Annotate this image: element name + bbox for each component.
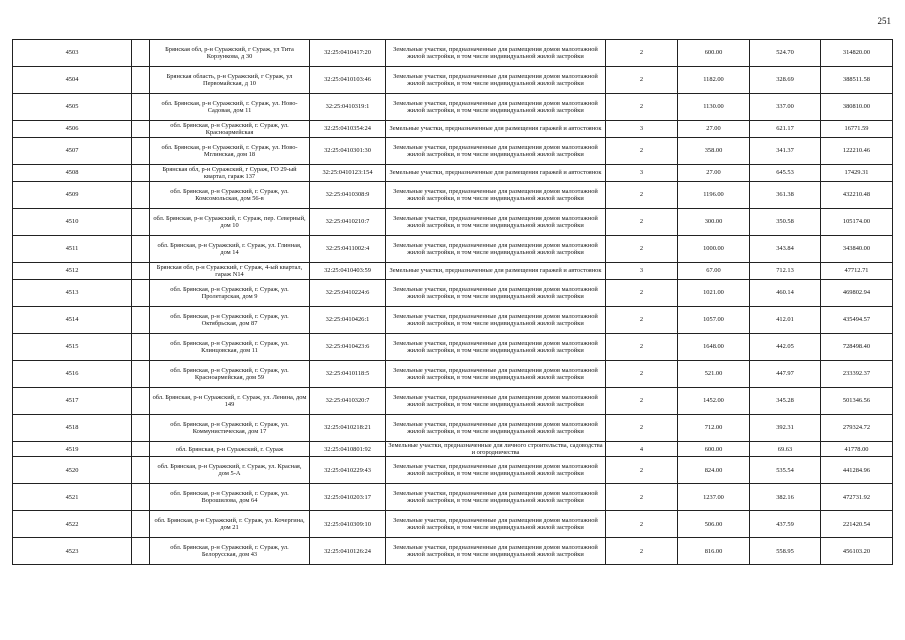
area-cell: 521.00 xyxy=(678,361,750,388)
table-row xyxy=(13,457,893,484)
cadastral-value-cell: 441284.96 xyxy=(821,457,893,484)
page-number: 251 xyxy=(877,16,891,26)
specific-value-cell: 442.05 xyxy=(750,334,821,361)
land-use-purpose-cell: Земельные участки, предназначенные для размещения гаражей и автостоянок xyxy=(386,121,606,138)
table-row xyxy=(13,442,893,457)
group-cell: 2 xyxy=(606,415,678,442)
cadastral-value-cell: 41778.00 xyxy=(821,442,893,457)
address-cell: Брянская обл, р-н Суражский, г Сураж, 4-ый квартал, гараж N14 xyxy=(150,263,310,280)
land-use-purpose-cell: Земельные участки, предназначенные для размещения домов малоэтажной жилой застройки, в том числе индивидуальной жилой застройки xyxy=(386,40,606,67)
table-row xyxy=(13,538,893,565)
area-cell: 1130.00 xyxy=(678,94,750,121)
group-cell: 2 xyxy=(606,538,678,565)
row-number-cell: 4510 xyxy=(13,209,132,236)
specific-value-cell: 460.14 xyxy=(750,280,821,307)
address-cell: обл. Брянская, р-н Суражский, г. Сураж, ул. Коммунистическая, дом 17 xyxy=(150,415,310,442)
address-cell: обл. Брянская, р-н Суражский, г. Сураж, ул. Красная, дом 5-А xyxy=(150,457,310,484)
group-cell: 2 xyxy=(606,307,678,334)
group-cell: 2 xyxy=(606,138,678,165)
area-cell: 1237.00 xyxy=(678,484,750,511)
row-number-cell: 4511 xyxy=(13,236,132,263)
cadastral-value-cell: 314820.00 xyxy=(821,40,893,67)
row-number-cell: 4517 xyxy=(13,388,132,415)
address-cell: обл. Брянская, р-н Суражский, г. Сураж, ул. Октябрьская, дом 87 xyxy=(150,307,310,334)
blank-cell xyxy=(132,209,150,236)
group-cell: 2 xyxy=(606,67,678,94)
address-cell: Брянская обл, р-н Суражский, г Сураж, ул Тита Корзункова, д 30 xyxy=(150,40,310,67)
cadastral-value-cell: 47712.71 xyxy=(821,263,893,280)
cadastral-value-cell: 432210.48 xyxy=(821,182,893,209)
address-cell: обл. Брянская, р-н Суражский, г. Сураж, ул. Пролетарская, дом 9 xyxy=(150,280,310,307)
area-cell: 27.00 xyxy=(678,121,750,138)
cadastral-number-cell: 32:25:0410319:1 xyxy=(310,94,386,121)
blank-cell xyxy=(132,165,150,182)
address-cell: обл. Брянская, р-н Суражский, г. Сураж, пер. Северный, дом 10 xyxy=(150,209,310,236)
land-use-purpose-cell: Земельные участки, предназначенные для размещения домов малоэтажной жилой застройки, в том числе индивидуальной жилой застройки xyxy=(386,182,606,209)
group-cell: 3 xyxy=(606,165,678,182)
cadastral-number-cell: 32:25:0410426:1 xyxy=(310,307,386,334)
area-cell: 600.00 xyxy=(678,442,750,457)
row-number-cell: 4512 xyxy=(13,263,132,280)
row-number-cell: 4506 xyxy=(13,121,132,138)
land-use-purpose-cell: Земельные участки, предназначенные для размещения домов малоэтажной жилой застройки, в том числе индивидуальной жилой застройки xyxy=(386,209,606,236)
table-row xyxy=(13,415,893,442)
area-cell: 600.00 xyxy=(678,40,750,67)
area-cell: 27.00 xyxy=(678,165,750,182)
land-use-purpose-cell: Земельные участки, предназначенные для размещения домов малоэтажной жилой застройки, в том числе индивидуальной жилой застройки xyxy=(386,67,606,94)
group-cell: 2 xyxy=(606,484,678,511)
row-number-cell: 4509 xyxy=(13,182,132,209)
row-number-cell: 4516 xyxy=(13,361,132,388)
land-use-purpose-cell: Земельные участки, предназначенные для размещения домов малоэтажной жилой застройки, в том числе индивидуальной жилой застройки xyxy=(386,484,606,511)
table-row xyxy=(13,209,893,236)
land-use-purpose-cell: Земельные участки, предназначенные для размещения домов малоэтажной жилой застройки, в том числе индивидуальной жилой застройки xyxy=(386,138,606,165)
land-use-purpose-cell: Земельные участки, предназначенные для размещения домов малоэтажной жилой застройки, в том числе индивидуальной жилой застройки xyxy=(386,457,606,484)
table-row xyxy=(13,236,893,263)
specific-value-cell: 69.63 xyxy=(750,442,821,457)
cadastral-number-cell: 32:25:0410320:7 xyxy=(310,388,386,415)
cadastral-value-cell: 279324.72 xyxy=(821,415,893,442)
cadastral-value-cell: 17429.31 xyxy=(821,165,893,182)
address-cell: обл. Брянская, р-н Суражский, г. Сураж, ул. Клинцовская, дом 11 xyxy=(150,334,310,361)
blank-cell xyxy=(132,307,150,334)
specific-value-cell: 621.17 xyxy=(750,121,821,138)
land-use-purpose-cell: Земельные участки, предназначенные для личного строительства, садоводства и огородничества xyxy=(386,442,606,457)
address-cell: обл. Брянская, р-н Суражский, г. Сураж, ул. Глинная, дом 14 xyxy=(150,236,310,263)
blank-cell xyxy=(132,388,150,415)
specific-value-cell: 328.69 xyxy=(750,67,821,94)
specific-value-cell: 437.59 xyxy=(750,511,821,538)
cadastral-number-cell: 32:25:0410417:20 xyxy=(310,40,386,67)
blank-cell xyxy=(132,263,150,280)
land-use-purpose-cell: Земельные участки, предназначенные для размещения домов малоэтажной жилой застройки, в том числе индивидуальной жилой застройки xyxy=(386,415,606,442)
table-row xyxy=(13,307,893,334)
row-number-cell: 4505 xyxy=(13,94,132,121)
row-number-cell: 4518 xyxy=(13,415,132,442)
address-cell: обл. Брянская, р-н Суражский, г. Сураж, ул. Ново-Мглинская, дом 18 xyxy=(150,138,310,165)
address-cell: обл. Брянская, р-н Суражский, г. Сураж, ул. Комсомольская, дом 56-в xyxy=(150,182,310,209)
row-number-cell: 4513 xyxy=(13,280,132,307)
area-cell: 1196.00 xyxy=(678,182,750,209)
land-use-purpose-cell: Земельные участки, предназначенные для размещения домов малоэтажной жилой застройки, в том числе индивидуальной жилой застройки xyxy=(386,307,606,334)
specific-value-cell: 447.97 xyxy=(750,361,821,388)
land-use-purpose-cell: Земельные участки, предназначенные для размещения гаражей и автостоянок xyxy=(386,165,606,182)
table-row xyxy=(13,388,893,415)
specific-value-cell: 558.95 xyxy=(750,538,821,565)
cadastral-value-cell: 469802.94 xyxy=(821,280,893,307)
blank-cell xyxy=(132,280,150,307)
group-cell: 3 xyxy=(606,263,678,280)
row-number-cell: 4520 xyxy=(13,457,132,484)
blank-cell xyxy=(132,415,150,442)
blank-cell xyxy=(132,94,150,121)
specific-value-cell: 350.58 xyxy=(750,209,821,236)
cadastral-value-cell: 343840.00 xyxy=(821,236,893,263)
table-row xyxy=(13,165,893,182)
area-cell: 1452.00 xyxy=(678,388,750,415)
land-use-purpose-cell: Земельные участки, предназначенные для размещения домов малоэтажной жилой застройки, в том числе индивидуальной жилой застройки xyxy=(386,511,606,538)
table-row xyxy=(13,263,893,280)
cadastral-number-cell: 32:25:0410229:43 xyxy=(310,457,386,484)
cadastral-number-cell: 32:25:0410218:21 xyxy=(310,415,386,442)
group-cell: 2 xyxy=(606,457,678,484)
table-row xyxy=(13,182,893,209)
cadastral-value-cell: 122210.46 xyxy=(821,138,893,165)
row-number-cell: 4507 xyxy=(13,138,132,165)
blank-cell xyxy=(132,67,150,94)
land-use-purpose-cell: Земельные участки, предназначенные для размещения гаражей и автостоянок xyxy=(386,263,606,280)
area-cell: 1648.00 xyxy=(678,334,750,361)
specific-value-cell: 382.16 xyxy=(750,484,821,511)
area-cell: 1000.00 xyxy=(678,236,750,263)
row-number-cell: 4522 xyxy=(13,511,132,538)
land-use-purpose-cell: Земельные участки, предназначенные для размещения домов малоэтажной жилой застройки, в том числе индивидуальной жилой застройки xyxy=(386,361,606,388)
specific-value-cell: 535.54 xyxy=(750,457,821,484)
cadastral-number-cell: 32:25:0410103:46 xyxy=(310,67,386,94)
cadastral-number-cell: 32:25:0410403:59 xyxy=(310,263,386,280)
area-cell: 712.00 xyxy=(678,415,750,442)
blank-cell xyxy=(132,334,150,361)
blank-cell xyxy=(132,457,150,484)
table-row xyxy=(13,40,893,67)
cadastral-number-cell: 32:25:0410118:5 xyxy=(310,361,386,388)
cadastral-value-cell: 472731.92 xyxy=(821,484,893,511)
cadastral-value-cell: 380810.00 xyxy=(821,94,893,121)
area-cell: 506.00 xyxy=(678,511,750,538)
group-cell: 2 xyxy=(606,209,678,236)
group-cell: 2 xyxy=(606,182,678,209)
cadastral-value-table xyxy=(12,39,893,565)
row-number-cell: 4514 xyxy=(13,307,132,334)
table-row xyxy=(13,94,893,121)
cadastral-value-cell: 456103.20 xyxy=(821,538,893,565)
group-cell: 2 xyxy=(606,334,678,361)
row-number-cell: 4515 xyxy=(13,334,132,361)
address-cell: обл. Брянская, р-н Суражский, г. Сураж, ул. Кочергина, дом 21 xyxy=(150,511,310,538)
area-cell: 1182.00 xyxy=(678,67,750,94)
area-cell: 1057.00 xyxy=(678,307,750,334)
cadastral-number-cell: 32:25:0410123:154 xyxy=(310,165,386,182)
group-cell: 2 xyxy=(606,361,678,388)
address-cell: обл. Брянская, р-н Суражский, г. Сураж, ул. Ново-Садовая, дом 11 xyxy=(150,94,310,121)
cadastral-number-cell: 32:25:0410224:6 xyxy=(310,280,386,307)
area-cell: 358.00 xyxy=(678,138,750,165)
cadastral-value-cell: 16771.59 xyxy=(821,121,893,138)
address-cell: Брянская обл, р-н Суражский, г Сураж, ГО 29-ый квартал, гараж 137 xyxy=(150,165,310,182)
cadastral-number-cell: 32:25:0410126:24 xyxy=(310,538,386,565)
blank-cell xyxy=(132,484,150,511)
table-row xyxy=(13,121,893,138)
land-use-purpose-cell: Земельные участки, предназначенные для размещения домов малоэтажной жилой застройки, в том числе индивидуальной жилой застройки xyxy=(386,388,606,415)
specific-value-cell: 337.00 xyxy=(750,94,821,121)
specific-value-cell: 524.70 xyxy=(750,40,821,67)
land-use-purpose-cell: Земельные участки, предназначенные для размещения домов малоэтажной жилой застройки, в том числе индивидуальной жилой застройки xyxy=(386,236,606,263)
blank-cell xyxy=(132,121,150,138)
group-cell: 2 xyxy=(606,40,678,67)
row-number-cell: 4508 xyxy=(13,165,132,182)
cadastral-value-cell: 233392.37 xyxy=(821,361,893,388)
address-cell: Брянская область, р-н Суражский, г Сураж, ул Первомайская, д 10 xyxy=(150,67,310,94)
row-number-cell: 4503 xyxy=(13,40,132,67)
table-row xyxy=(13,334,893,361)
blank-cell xyxy=(132,538,150,565)
row-number-cell: 4523 xyxy=(13,538,132,565)
specific-value-cell: 392.31 xyxy=(750,415,821,442)
table-row xyxy=(13,280,893,307)
specific-value-cell: 361.38 xyxy=(750,182,821,209)
table-row xyxy=(13,511,893,538)
cadastral-value-cell: 388511.58 xyxy=(821,67,893,94)
area-cell: 300.00 xyxy=(678,209,750,236)
blank-cell xyxy=(132,40,150,67)
row-number-cell: 4519 xyxy=(13,442,132,457)
row-number-cell: 4521 xyxy=(13,484,132,511)
land-use-purpose-cell: Земельные участки, предназначенные для размещения домов малоэтажной жилой застройки, в том числе индивидуальной жилой застройки xyxy=(386,334,606,361)
address-cell: обл. Брянская, р-н Суражский, г. Сураж, ул. Ленина, дом 149 xyxy=(150,388,310,415)
land-use-purpose-cell: Земельные участки, предназначенные для размещения домов малоэтажной жилой застройки, в том числе индивидуальной жилой застройки xyxy=(386,94,606,121)
address-cell: обл. Брянская, р-н Суражский, г. Сураж, ул. Ворошилова, дом 64 xyxy=(150,484,310,511)
address-cell: обл. Брянская, р-н Суражский, г. Сураж, ул. Красноармейская, дом 59 xyxy=(150,361,310,388)
cadastral-number-cell: 32:25:0410203:17 xyxy=(310,484,386,511)
table-row xyxy=(13,484,893,511)
blank-cell xyxy=(132,511,150,538)
land-use-purpose-cell: Земельные участки, предназначенные для размещения домов малоэтажной жилой застройки, в том числе индивидуальной жилой застройки xyxy=(386,280,606,307)
address-cell: обл. Брянская, р-н Суражский, г. Сураж, ул. Белорусская, дом 43 xyxy=(150,538,310,565)
cadastral-value-cell: 105174.00 xyxy=(821,209,893,236)
area-cell: 824.00 xyxy=(678,457,750,484)
group-cell: 2 xyxy=(606,280,678,307)
blank-cell xyxy=(132,138,150,165)
specific-value-cell: 345.28 xyxy=(750,388,821,415)
address-cell: обл. Брянская, р-н Суражский, г. Сураж xyxy=(150,442,310,457)
specific-value-cell: 712.13 xyxy=(750,263,821,280)
specific-value-cell: 343.84 xyxy=(750,236,821,263)
group-cell: 4 xyxy=(606,442,678,457)
table-row xyxy=(13,138,893,165)
row-number-cell: 4504 xyxy=(13,67,132,94)
blank-cell xyxy=(132,442,150,457)
cadastral-number-cell: 32:25:0410309:10 xyxy=(310,511,386,538)
table-row xyxy=(13,361,893,388)
specific-value-cell: 645.53 xyxy=(750,165,821,182)
area-cell: 67.00 xyxy=(678,263,750,280)
table-row xyxy=(13,67,893,94)
cadastral-number-cell: 32:25:0410301:30 xyxy=(310,138,386,165)
cadastral-value-cell: 221420.54 xyxy=(821,511,893,538)
blank-cell xyxy=(132,361,150,388)
cadastral-number-cell: 32:25:0411002:4 xyxy=(310,236,386,263)
cadastral-value-cell: 501346.56 xyxy=(821,388,893,415)
cadastral-number-cell: 32:25:0410423:6 xyxy=(310,334,386,361)
specific-value-cell: 341.37 xyxy=(750,138,821,165)
cadastral-number-cell: 32:25:0410308:9 xyxy=(310,182,386,209)
area-cell: 1021.00 xyxy=(678,280,750,307)
cadastral-number-cell: 32:25:0410354:24 xyxy=(310,121,386,138)
land-use-purpose-cell: Земельные участки, предназначенные для размещения домов малоэтажной жилой застройки, в том числе индивидуальной жилой застройки xyxy=(386,538,606,565)
cadastral-value-cell: 435494.57 xyxy=(821,307,893,334)
group-cell: 3 xyxy=(606,121,678,138)
group-cell: 2 xyxy=(606,511,678,538)
cadastral-number-cell: 32:25:0410210:7 xyxy=(310,209,386,236)
blank-cell xyxy=(132,236,150,263)
area-cell: 816.00 xyxy=(678,538,750,565)
cadastral-number-cell: 32:25:0410801:92 xyxy=(310,442,386,457)
cadastral-value-cell: 728498.40 xyxy=(821,334,893,361)
group-cell: 2 xyxy=(606,94,678,121)
specific-value-cell: 412.01 xyxy=(750,307,821,334)
address-cell: обл. Брянская, р-н Суражский, г. Сураж, ул. Красноармейская xyxy=(150,121,310,138)
table-body xyxy=(13,40,893,565)
group-cell: 2 xyxy=(606,236,678,263)
blank-cell xyxy=(132,182,150,209)
group-cell: 2 xyxy=(606,388,678,415)
